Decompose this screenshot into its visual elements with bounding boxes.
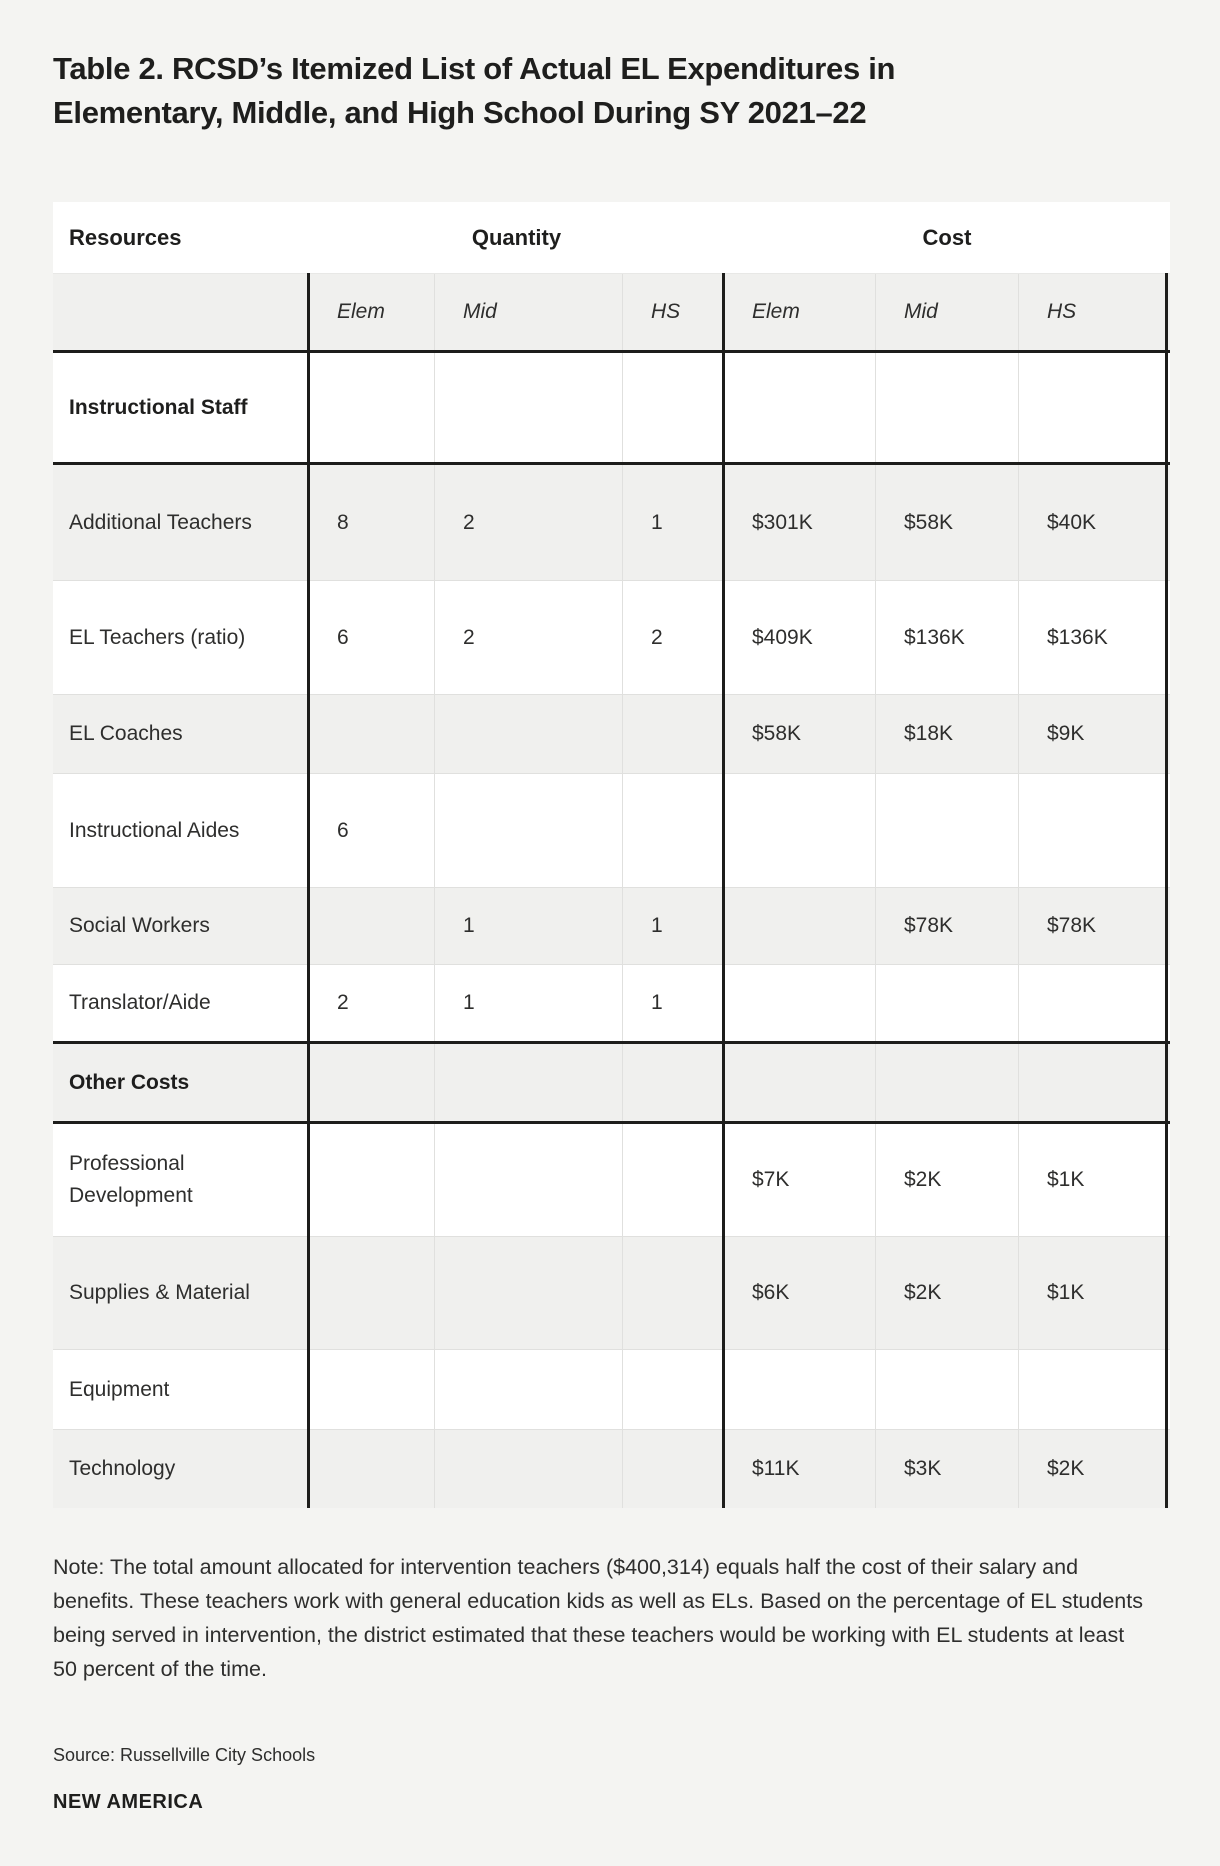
cell-q-hs [622, 1350, 724, 1429]
cell-c-elem: $409K [752, 625, 813, 649]
subheader-cost-elem: Elem [752, 300, 800, 323]
subheader-cost-hs: HS [1018, 274, 1170, 350]
cell-c-elem: $11K [752, 1457, 800, 1480]
cell-q-hs: 1 [622, 465, 724, 580]
cell-c-mid: $18K [875, 695, 1018, 773]
subheader-cost-mid: Mid [875, 274, 1018, 350]
cell-q-mid [434, 774, 622, 887]
cell-q-elem: 6 [337, 625, 349, 649]
cell-c-hs: $1K [1018, 1237, 1170, 1349]
cell-q-elem [309, 695, 434, 773]
cell-c-mid [875, 1044, 1018, 1121]
table-body [53, 350, 1170, 1508]
cell-c-hs: $136K [1018, 581, 1170, 694]
row-label: Translator/Aide [69, 991, 211, 1014]
title-line-2: Elementary, Middle, and High School During SY 2021–22 [53, 95, 867, 130]
cell-c-mid [875, 774, 1018, 887]
cell-c-elem [724, 965, 875, 1041]
table-row [53, 887, 1170, 964]
row-label: Technology [69, 1457, 176, 1480]
cell-c-elem [724, 353, 875, 462]
table-row [53, 1236, 1170, 1349]
cell-q-hs [622, 353, 724, 462]
cell-c-elem: $301K [752, 510, 813, 534]
table-row [53, 694, 1170, 773]
table-row [53, 1041, 1170, 1121]
cell-c-elem [724, 888, 875, 964]
new-america-wordmark: NEW AMERICA [53, 1791, 204, 1813]
cell-c-mid: $2K [875, 1124, 1018, 1236]
row-label: Additional Teachers [69, 510, 252, 534]
cell-c-hs: $78K [1018, 888, 1170, 964]
divider-resources-quantity [307, 273, 310, 1508]
subheader-quantity-mid: Mid [434, 274, 622, 350]
cell-c-hs: $1K [1018, 1124, 1170, 1236]
row-label: EL Coaches [69, 722, 183, 745]
cell-q-hs: 2 [622, 581, 724, 694]
cell-q-elem [309, 1124, 434, 1236]
cell-c-mid: $2K [875, 1237, 1018, 1349]
cell-c-mid: $78K [875, 888, 1018, 964]
cell-q-hs: 1 [622, 965, 724, 1041]
cell-q-mid [434, 1044, 622, 1121]
cell-c-elem [724, 774, 875, 887]
cell-q-hs [622, 774, 724, 887]
row-label: Equipment [69, 1377, 170, 1401]
table-header-row [53, 202, 1170, 273]
source-line: Source: Russellville City Schools [53, 1745, 316, 1765]
cell-c-hs [1018, 353, 1170, 462]
table-row [53, 1349, 1170, 1429]
cell-q-mid [434, 1350, 622, 1429]
cell-q-hs [622, 1044, 724, 1121]
cell-c-hs [1018, 774, 1170, 887]
subheader-empty-cell [53, 274, 309, 350]
cell-q-hs [622, 695, 724, 773]
table-row [53, 462, 1170, 580]
table-title [53, 47, 1183, 135]
cell-c-mid [875, 965, 1018, 1041]
cell-q-elem: 6 [337, 818, 349, 842]
cell-c-hs [1018, 1350, 1170, 1429]
subheader-quantity-hs: HS [622, 274, 724, 350]
cell-c-mid: $58K [875, 465, 1018, 580]
column-header-resources: Resources [69, 224, 182, 250]
row-label: Instructional Aides [69, 818, 240, 842]
cell-q-elem: 2 [337, 991, 349, 1014]
table-row [53, 1429, 1170, 1508]
cell-q-elem [309, 1044, 434, 1121]
cell-c-hs: $40K [1018, 465, 1170, 580]
cell-q-elem [309, 1350, 434, 1429]
row-label: Other Costs [69, 1070, 190, 1094]
cell-q-mid: 2 [434, 581, 622, 694]
cell-c-mid [875, 1350, 1018, 1429]
cell-c-hs: $2K [1018, 1430, 1170, 1508]
cell-q-mid: 1 [434, 965, 622, 1041]
cell-c-mid [875, 353, 1018, 462]
table-row [53, 964, 1170, 1041]
cell-q-elem [309, 1237, 434, 1349]
cell-c-elem: $58K [752, 722, 802, 745]
table-row [53, 580, 1170, 694]
row-label: Social Workers [69, 914, 210, 937]
divider-quantity-cost [722, 273, 725, 1508]
expenditure-table [53, 202, 1170, 1508]
column-header-cost: Cost [922, 224, 972, 250]
row-label: EL Teachers (ratio) [69, 625, 246, 649]
table-subheader-row [53, 273, 1170, 350]
cell-q-hs [622, 1237, 724, 1349]
cell-q-elem [309, 1430, 434, 1508]
cell-q-mid: 2 [434, 465, 622, 580]
table-row [53, 1121, 1170, 1236]
title-line-1: Table 2. RCSD’s Itemized List of Actual EL Expenditures in [53, 51, 896, 86]
cell-q-hs [622, 1430, 724, 1508]
cell-q-elem [309, 888, 434, 964]
subheader-quantity-elem: Elem [337, 300, 385, 323]
cell-q-mid [434, 1430, 622, 1508]
table-note: Note: The total amount allocated for intervention teachers ($400,314) equals half the cost of their salary and benefits. These teachers work with general education kids as well as ELs. Based on the percentage of EL students being served in intervention, the district estimated that these teachers would be working with EL students at least 50 percent of the time. [53, 1555, 1143, 1681]
cell-q-mid [434, 1124, 622, 1236]
row-label: Instructional Staff [69, 395, 248, 419]
table-right-border [1165, 273, 1168, 1508]
cell-q-hs [622, 1124, 724, 1236]
cell-c-hs: $9K [1018, 695, 1170, 773]
table-row [53, 773, 1170, 887]
cell-q-mid [434, 353, 622, 462]
cell-q-elem: 8 [337, 510, 349, 534]
cell-c-hs [1018, 965, 1170, 1041]
cell-c-elem: $6K [752, 1281, 790, 1304]
cell-c-mid: $136K [875, 581, 1018, 694]
cell-c-elem [724, 1044, 875, 1121]
column-header-quantity: Quantity [471, 224, 562, 250]
table-row [53, 350, 1170, 462]
cell-q-hs: 1 [622, 888, 724, 964]
row-label: Supplies & Material [69, 1281, 250, 1304]
cell-c-hs [1018, 1044, 1170, 1121]
row-label: Professional Development [69, 1152, 193, 1207]
cell-q-mid: 1 [434, 888, 622, 964]
cell-c-mid: $3K [875, 1430, 1018, 1508]
cell-c-elem: $7K [752, 1168, 790, 1191]
cell-q-mid [434, 1237, 622, 1349]
cell-q-elem [309, 353, 434, 462]
cell-c-elem [724, 1350, 875, 1429]
cell-q-mid [434, 695, 622, 773]
